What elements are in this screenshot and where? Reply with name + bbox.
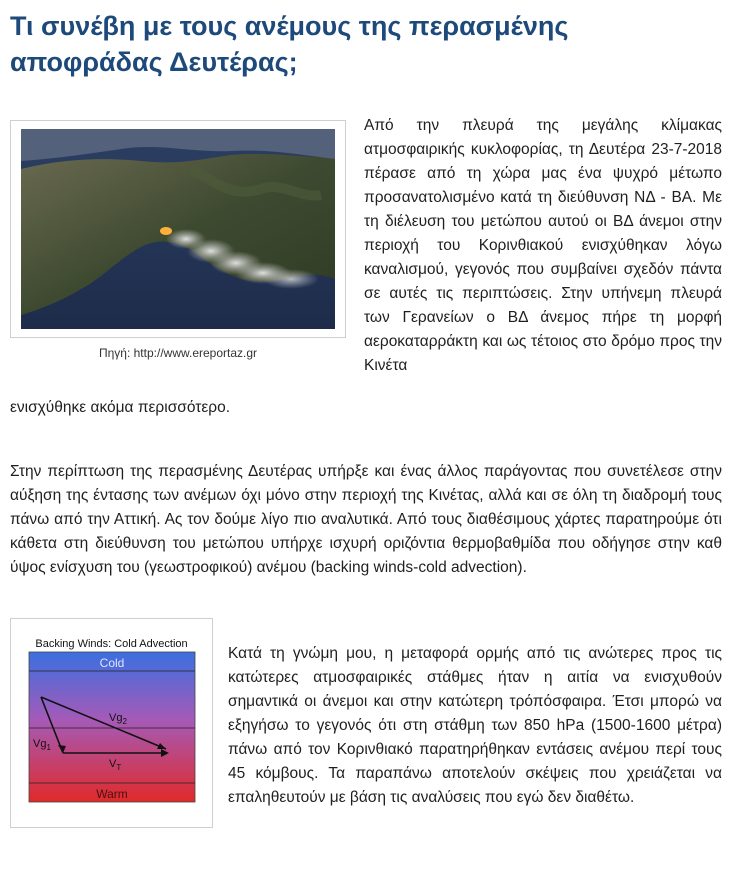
figure-caption: Πηγή: http://www.ereportaz.gr: [98, 346, 258, 360]
satellite-figure: [10, 120, 346, 338]
backing-winds-svg: [11, 619, 212, 827]
paragraph-1: Από την πλευρά της μεγάλης κλίμακας ατμοσφαιρικής κυκλοφορίας, τη Δευτέρα 23-7-2018 πέρασε από τη χώρα μας ένα ψυχρό μέτωπο προσανατολισμένο κατά τη διεύθυνση ΝΔ - ΒΑ. Με τη διέλευση του μετώπου αυτού οι ΒΔ άνεμοι στην περιοχή του Κορινθιακού ενισχύθηκαν λόγω καναλισμού, γεγονός που συμβαίνει σχεδόν πάντα σε αυτές τις περιπτώσεις. Στην υπήνεμη πλευρά των Γερανείων ο ΒΔ άνεμος πήρε τη μορφή αεροκαταρράκτη και ως τέτοιος στο δρόμο προς την Κινέτα: [364, 117, 722, 374]
backing-winds-diagram: [10, 618, 213, 828]
vg2-label: $Vg_2$: [109, 712, 127, 726]
satellite-photo-icon: [21, 129, 335, 329]
paragraph-1-continued: ενισχύθηκε ακόμα περισσότερο.: [10, 399, 231, 416]
vg1-label: $Vg_1$: [33, 738, 51, 752]
vt-label: $V_T$: [109, 758, 122, 772]
diagram-title: Backing Winds: Cold Advection: [35, 638, 188, 650]
warm-label: Warm: [96, 787, 128, 801]
cold-label: Cold: [99, 656, 125, 670]
paragraph-3: Κατά τη γνώμη μου, η μεταφορά ορμής από τις ανώτερες προς τις κατώτερες ατμοσφαιρικές στάθμες ήταν η αιτία να ενισχυθούν σημαντικά οι άνεμοι και στην κατώτερη τρόπόσφαιρα. Έτσι μπορώ να εξηγήσω το γεγονός ότι στη στάθμη των 850 hPa (1500-1600 μέτρα) πάνω από τον Κορινθιακό παρατηρήθηκαν εντάσεις ανέμου περί τους 45 κόμβους. Τα παραπάνω αποτελούν σκέψεις που χρειάζεται να επαληθευτούν με βάση τις αναλύσεις που εγώ δεν διαθέτω.: [228, 645, 722, 806]
article-title: Τι συνέβη με τους ανέμους της περασμένης αποφράδας Δευτέρας;: [10, 11, 569, 77]
paragraph-2: Στην περίπτωση της περασμένης Δευτέρας υπήρξε και ένας άλλος παράγοντας που συνετέλεσε στην αύξηση της έντασης των ανέμων όχι μόνο στην περιοχή της Κινέτας, αλλά και σε όλη τη διαδρομή τους πάνω από την Αττική. Ας τον δούμε λίγο πιο αναλυτικά. Από τους διαθέσιμους χάρτες παρατηρούμε ότι κάθετα στη διεύθυνση του μετώπου υπήρχε ισχυρή οριζόντια θερμοβαθμίδα που οδήγησε στην καθ ύψος ενίσχυση του (γεωστροφικού) ανέμου (backing winds-cold advection).: [10, 463, 722, 576]
